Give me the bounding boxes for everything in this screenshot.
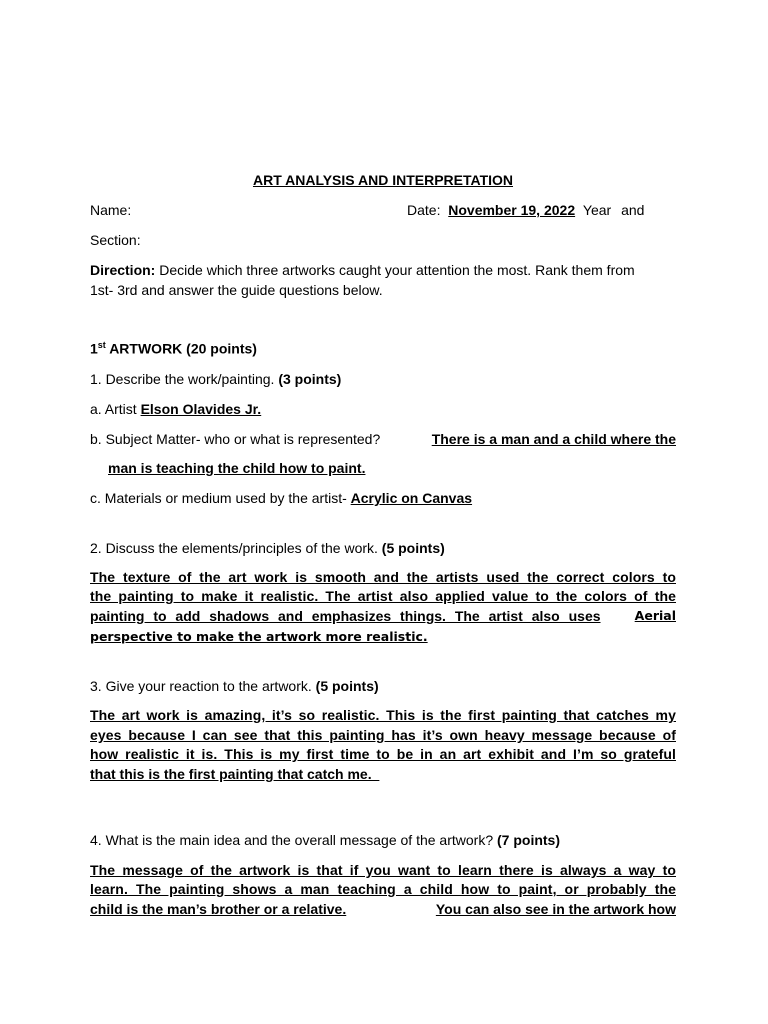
date-field: [407, 202, 644, 218]
question-1b-label: b. Subject Matter- who or what is represented?: [90, 431, 381, 447]
question-4: [90, 832, 560, 848]
question-3-answer-line: how realistic it is. This is my first time to be in an art exhibit and I’m so grateful: [90, 746, 676, 762]
question-1c-answer: Acrylic on Canvas: [350, 490, 473, 506]
question-1c: [90, 490, 472, 506]
question-1c-label: c. Materials or medium used by the artist-: [90, 490, 347, 506]
date-label: Date:: [407, 202, 441, 218]
question-4-answer-line-3: [90, 901, 676, 917]
question-2: [90, 540, 445, 556]
year-label: Year and: [582, 202, 645, 218]
question-3-answer-line: The art work is amazing, it’s so realistic. This is the first painting that catches my: [90, 707, 676, 723]
question-2-answer-line: The texture of the art work is smooth and the artists used the correct colors to: [90, 569, 676, 585]
direction-text-1: Decide which three artworks caught your attention the most. Rank them from: [159, 262, 635, 278]
question-3: [90, 678, 379, 694]
question-2-points: (5 points): [381, 540, 445, 556]
date-value: November 19, 2022: [448, 202, 576, 218]
question-1a-answer: Elson Olavides Jr.: [140, 401, 262, 417]
artwork-num: 1: [90, 340, 98, 357]
question-4-answer-rest: You can also see in the artwork how: [435, 901, 676, 917]
question-1a-label: a. Artist: [90, 401, 137, 417]
artwork-heading: [90, 340, 257, 357]
question-4-text: 4. What is the main idea and the overall message of the artwork?: [90, 832, 494, 848]
question-1: [90, 371, 341, 387]
direction-label: Direction:: [90, 262, 156, 278]
question-1b: [90, 431, 676, 447]
question-4-answer-line: The message of the artwork is that if you want to learn there is always a way to: [90, 862, 676, 878]
question-1b-answer-2: man is teaching the child how to paint.: [108, 460, 366, 476]
question-1b-answer-1: There is a man and a child where the: [431, 431, 676, 447]
question-3-answer-line: that this is the first painting that catch me.: [90, 766, 380, 782]
question-2-answer-small: Aerial: [634, 608, 676, 623]
question-2-answer-line-3: [90, 608, 676, 624]
question-4-answer-bold: child is the man’s brother or a relative.: [90, 901, 347, 917]
artwork-sup: st: [97, 340, 106, 350]
page-title: ART ANALYSIS AND INTERPRETATION: [252, 172, 514, 188]
name-label: Name:: [90, 202, 132, 218]
question-2-answer-line: painting to add shadows and emphasizes things. The artist also uses: [90, 608, 601, 624]
question-2-text: 2. Discuss the elements/principles of the work.: [90, 540, 378, 556]
artwork-heading-text: ARTWORK (20 points): [109, 340, 257, 357]
direction-line-1: [90, 262, 635, 278]
question-3-points: (5 points): [315, 678, 379, 694]
section-label: Section:: [90, 232, 141, 248]
question-2-answer-line: the painting to make it realistic. The artist also applied value to the colors of the: [90, 588, 676, 604]
question-3-text: 3. Give your reaction to the artwork.: [90, 678, 312, 694]
question-1a: [90, 401, 261, 417]
question-1-points: (3 points): [278, 371, 342, 387]
direction-text-2: 1st- 3rd and answer the guide questions below.: [90, 282, 383, 298]
question-4-answer-line: learn. The painting shows a man teaching a child how to paint, or probably the: [90, 881, 676, 897]
question-1-text: 1. Describe the work/painting.: [90, 371, 275, 387]
question-4-points: (7 points): [497, 832, 560, 848]
question-3-answer-line: eyes because I can see that this painting has it’s own heavy message because of: [90, 727, 676, 743]
question-2-answer-small: perspective to make the artwork more realistic.: [90, 629, 428, 644]
